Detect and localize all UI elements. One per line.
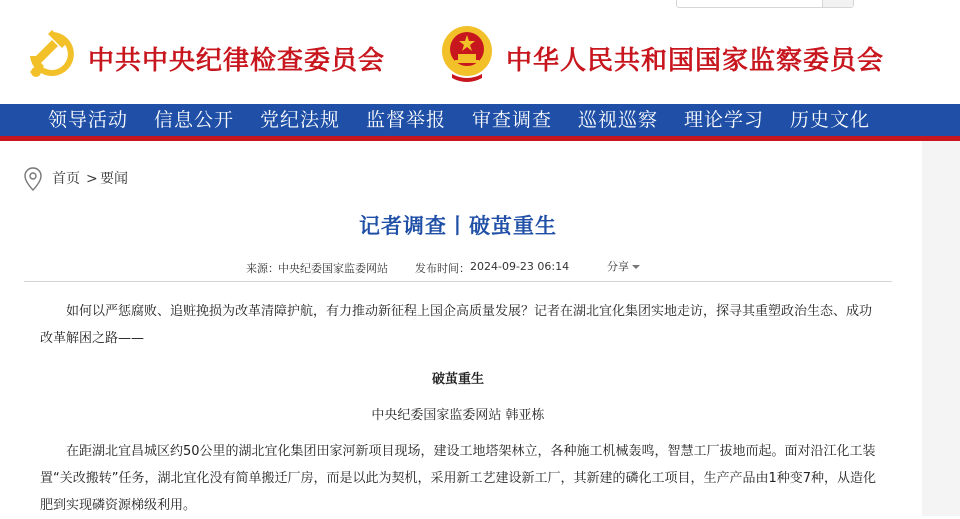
state-commission-title[interactable]: 中华人民共和国国家监察委员会: [506, 46, 885, 76]
share-label: 分享: [607, 260, 629, 273]
publish-time-label: 发布时间：: [415, 262, 470, 275]
main-nav: [0, 104, 960, 141]
nav-item-history[interactable]: 历史文化: [790, 109, 871, 131]
article-subtitle: 破茧重生: [431, 372, 484, 387]
chevron-down-icon: [632, 265, 640, 269]
nav-item-investigation[interactable]: 审查调查: [472, 109, 553, 131]
nav-item-report[interactable]: 监督举报: [366, 109, 447, 131]
nav-item-disclosure[interactable]: 信息公开: [154, 109, 235, 131]
nav-item-regulations[interactable]: 党纪法规: [260, 109, 341, 131]
right-gutter: [922, 130, 960, 516]
national-emblem-icon[interactable]: [438, 24, 496, 82]
party-commission-title[interactable]: 中共中央纪律检查委员会: [88, 46, 386, 76]
breadcrumb-home-link[interactable]: 首页: [52, 171, 80, 187]
article-title: 记者调查丨破茧重生: [359, 213, 557, 238]
hammer-sickle-icon[interactable]: [22, 26, 78, 82]
breadcrumb-separator: >: [86, 171, 98, 187]
article-meta: [0, 258, 916, 276]
article-byline: 中央纪委国家监委网站 韩亚栋: [371, 408, 545, 423]
location-pin-icon: [24, 167, 42, 191]
divider: [24, 281, 892, 282]
article-intro: 如何以严惩腐败、追赃挽损为改革清障护航，有力推动新征程上国企高质量发展？记者在湖北宜化集团实地走访，探寻其重塑政治生态、成功改革解困之路——: [40, 304, 873, 346]
source-label: 来源：: [246, 262, 279, 275]
nav-item-leadership[interactable]: 领导活动: [48, 109, 129, 131]
publish-time-value: 2024-09-23 06:14: [470, 260, 570, 273]
breadcrumb-current-link[interactable]: 要闻: [100, 171, 128, 187]
article-body-paragraph: 在距湖北宜昌城区约50公里的湖北宜化集团田家河新项目现场，建设工地塔架林立，各种施工机械轰鸣，智慧工厂拔地而起。面对沿江化工装置“关改搬转”任务，湖北宜化没有简单搬迁厂房，而是以此为契机，采用新工艺建设新工厂，其新建的磷化工项目，生产产品由1种变7种，从造化肥到实现磷资源梯级利用。: [40, 444, 877, 513]
share-button[interactable]: [607, 258, 640, 274]
nav-item-theory[interactable]: 理论学习: [684, 109, 765, 131]
nav-item-inspection[interactable]: 巡视巡察: [578, 109, 659, 131]
source-value: 中央纪委国家监委网站: [278, 262, 388, 275]
site-header: [0, 0, 960, 104]
